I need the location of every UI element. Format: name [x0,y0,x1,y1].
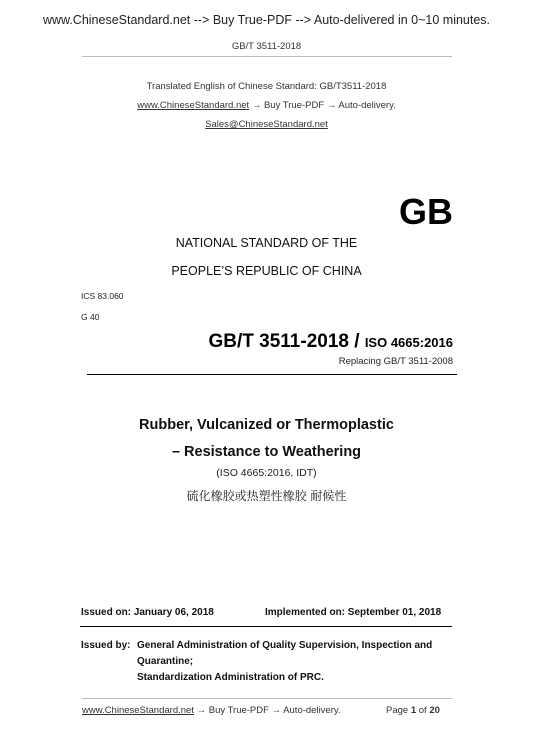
national-line-1: NATIONAL STANDARD OF THE [175,236,358,250]
chinese-title: 硫化橡胶或热塑性橡胶 耐候性 [186,489,347,503]
footer-site-link[interactable]: www.ChineseStandard.net [82,705,194,716]
issued-by-authority-2: Standardization Administration of PRC. [137,672,324,683]
page-of: of [418,705,427,716]
national-line-2: PEOPLE’S REPUBLIC OF CHINA [171,264,362,278]
page-total: 20 [429,705,440,716]
implemented-on: Implemented on: September 01, 2018 [265,607,442,618]
footer-delivery-text: → Buy True-PDF → Auto-delivery. [193,705,341,716]
gb-number: GB/T 3511-2018 / [208,331,360,352]
replacing-note: Replacing GB/T 3511-2008 [338,356,453,367]
page-indicator [386,705,440,716]
email-line [0,119,533,130]
footer-divider [82,698,452,699]
issued-on: Issued on: January 06, 2018 [81,607,214,618]
standard-divider [87,374,457,375]
page-label: Page [386,705,409,716]
gb-logo: GB [399,191,453,232]
header-doc-id: GB/T 3511-2018 [231,41,302,52]
delivery-text: → Buy True-PDF → Auto-delivery. [249,100,396,111]
ics-code: ICS 83.060 [81,291,124,301]
site-link[interactable]: www.ChineseStandard.net [137,100,250,111]
top-banner: www.ChineseStandard.net --> Buy True-PDF --> Auto-delivered in 0~10 minutes. [42,13,491,27]
issued-by [81,638,453,694]
title-line-2: – Resistance to Weathering [171,444,362,460]
issue-divider [80,626,452,627]
ccs-code: G 40 [81,312,100,322]
title-line-1: Rubber, Vulcanized or Thermoplastic [139,417,394,433]
header-divider [82,56,452,57]
email-link[interactable]: Sales@ChineseStandard.net [205,119,328,130]
iso-reference: (ISO 4665:2016, IDT) [216,467,317,479]
standard-number [208,331,453,353]
page-number: 1 [410,705,417,716]
footer-delivery [82,705,341,716]
translated-line: Translated English of Chinese Standard: GB/T3511-2018 [146,81,387,92]
iso-number: ISO 4665:2016 [364,335,453,350]
issued-by-authority-1: General Administration of Quality Supervision, Inspection and Quarantine; [137,640,433,667]
delivery-line [0,100,533,111]
issued-by-label: Issued by: [81,640,131,651]
